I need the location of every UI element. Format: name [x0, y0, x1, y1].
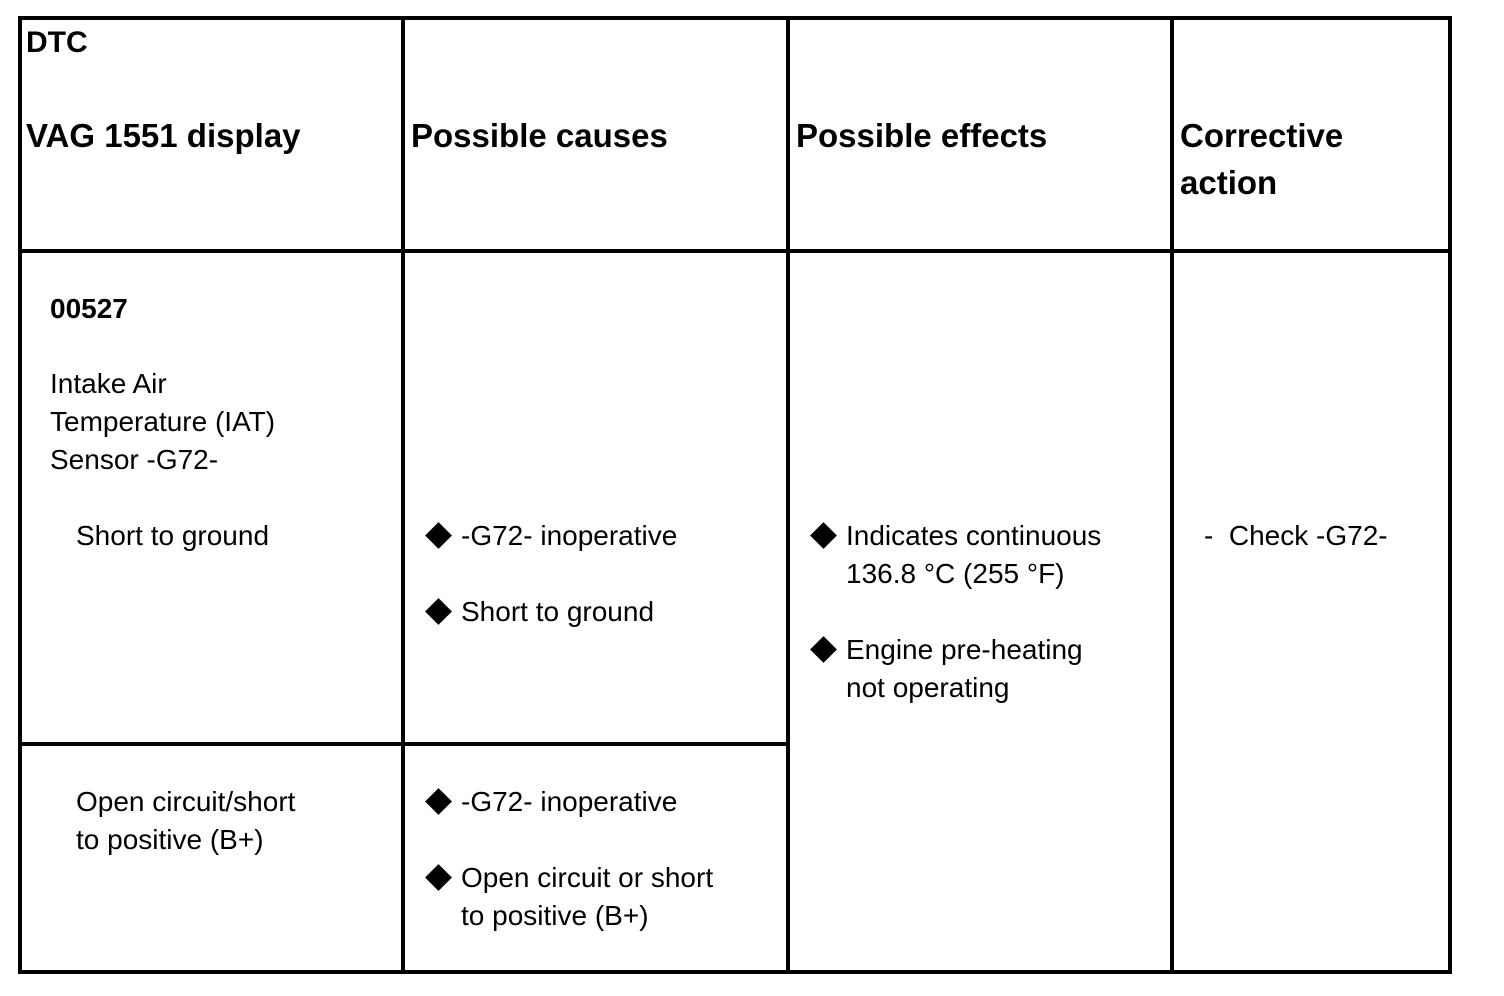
- table-border-bottom: [18, 970, 1452, 974]
- header-corrective-action-line1: Corrective: [1180, 117, 1344, 154]
- column-divider-1: [401, 16, 405, 974]
- dtc-description-line3: Sensor -G72-: [50, 444, 219, 475]
- diamond-bullet-icon: [810, 636, 837, 663]
- fault-short-to-ground: Short to ground: [76, 520, 270, 551]
- diamond-bullet-icon: [810, 522, 837, 549]
- diamond-bullet-icon: [425, 522, 452, 549]
- effect-item-line1: Engine pre-heating: [846, 634, 1083, 665]
- cause-item: -G72- inoperative: [461, 786, 678, 817]
- effect-item-line1: Indicates continuous: [846, 520, 1102, 551]
- corrective-action-text: - Check -G72-: [1204, 520, 1388, 551]
- diamond-bullet-icon: [425, 788, 452, 815]
- header-row-divider: [18, 249, 1452, 253]
- column-divider-3: [1170, 16, 1174, 974]
- table-border-left: [18, 16, 22, 974]
- diamond-bullet-icon: [425, 864, 452, 891]
- dtc-description-line1: Intake Air: [50, 368, 167, 399]
- dtc-code: 00527: [50, 293, 128, 324]
- cause-item: Short to ground: [461, 596, 655, 627]
- diamond-bullet-icon: [425, 598, 452, 625]
- dtc-description-line2: Temperature (IAT): [50, 406, 276, 437]
- fault-open-circuit-line2: to positive (B+): [76, 824, 264, 855]
- effect-item-line2: not operating: [846, 672, 1010, 703]
- cause-item: -G72- inoperative: [461, 520, 678, 551]
- fault-open-circuit-line1: Open circuit/short: [76, 786, 296, 817]
- row-divider: [18, 742, 788, 746]
- table-border-right: [1448, 16, 1452, 974]
- effect-item-line2: 136.8 °C (255 °F): [846, 558, 1065, 589]
- table-border-top: [18, 16, 1452, 20]
- header-possible-effects: Possible effects: [796, 117, 1048, 154]
- column-divider-2: [786, 16, 790, 974]
- header-possible-causes: Possible causes: [411, 117, 668, 154]
- cause-item-line1: Open circuit or short: [461, 862, 714, 893]
- header-vag-display: VAG 1551 display: [26, 117, 301, 154]
- cause-item-line2: to positive (B+): [461, 900, 649, 931]
- header-corrective-action-line2: action: [1180, 164, 1278, 201]
- header-dtc: DTC: [26, 26, 88, 59]
